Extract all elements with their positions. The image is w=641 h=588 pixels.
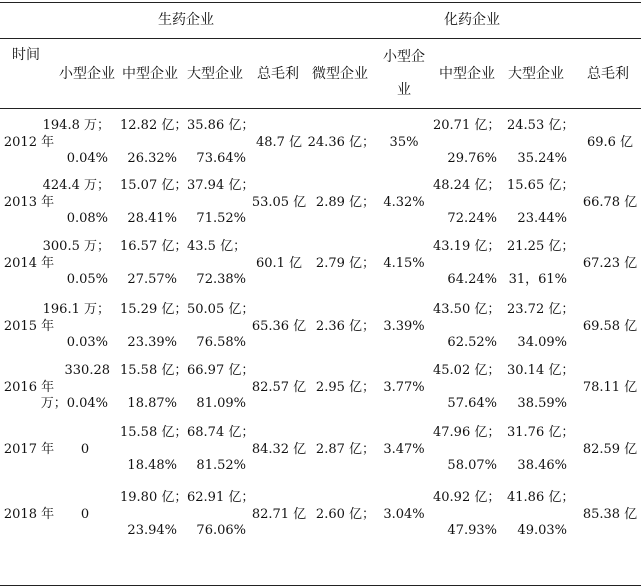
cell-chem-large-share: 35.24% [517, 151, 567, 166]
cell-bio-large-value: 66.97 亿； [187, 363, 255, 378]
cell-chem-medium-share: 29.76% [447, 151, 497, 166]
cell-bio-total: 82.71 亿 [251, 507, 307, 522]
header-bio-small: 小型企业 [59, 66, 115, 82]
cell-chem-large-value: 24.53 亿； [507, 118, 575, 133]
cell-chem-large-share: 31，61% [508, 272, 567, 287]
cell-bio-medium-share: 18.87% [127, 396, 177, 411]
cell-bio-small-value: 0 [80, 442, 90, 457]
cell-chem-micro: 2.60 亿； [315, 507, 375, 522]
cell-chem-micro: 24.36 亿； [307, 135, 375, 150]
header-chem-small-line1: 小型企 [383, 49, 425, 65]
cell-chem-medium-share: 57.64% [447, 396, 497, 411]
cell-chem-large-value: 30.14 亿； [507, 363, 575, 378]
cell-chem-medium-share: 62.52% [447, 335, 497, 350]
cell-bio-large-share: 76.58% [196, 335, 246, 350]
cell-chem-micro: 2.89 亿； [315, 195, 375, 210]
cell-chem-small: 4.15% [383, 256, 425, 271]
cell-bio-large-share: 71.52% [196, 211, 246, 226]
cell-bio-medium-share: 28.41% [127, 211, 177, 226]
cell-bio-medium-value: 15.58 亿； [120, 425, 188, 440]
cell-chem-medium-value: 40.92 亿； [433, 490, 501, 505]
cell-chem-total: 66.78 亿 [582, 195, 638, 210]
header-chem-total: 总毛利 [587, 66, 629, 82]
cell-bio-medium-share: 23.94% [127, 523, 177, 538]
cell-bio-total: 60.1 亿 [255, 256, 303, 271]
cell-bio-medium-value: 15.58 亿； [120, 363, 188, 378]
cell-chem-total: 78.11 亿 [582, 380, 638, 395]
cell-bio-total: 84.32 亿 [251, 442, 307, 457]
cell-chem-small: 3.47% [383, 442, 425, 457]
cell-bio-medium-share: 23.39% [127, 335, 177, 350]
cell-chem-small: 3.77% [383, 380, 425, 395]
cell-bio-medium-value: 15.07 亿； [120, 178, 188, 193]
cell-bio-large-value: 68.74 亿； [187, 425, 255, 440]
cell-bio-large-value: 43.5 亿； [187, 239, 247, 254]
cell-chem-large-value: 31.76 亿； [507, 425, 575, 440]
cell-chem-large-share: 38.59% [517, 396, 567, 411]
cell-year: 2012 年 [3, 135, 55, 150]
cell-bio-large-value: 37.94 亿； [187, 178, 255, 193]
cell-year: 2015 年 [3, 319, 55, 334]
cell-bio-small-value: 194.8 万； [42, 118, 110, 133]
cell-chem-micro: 2.87 亿； [315, 442, 375, 457]
group-header-chem: 化药企业 [444, 12, 500, 28]
cell-bio-small-value: 424.4 万； [42, 178, 110, 193]
cell-chem-medium-value: 47.96 亿； [433, 425, 501, 440]
cell-chem-large-share: 49.03% [517, 523, 567, 538]
header-bio-total: 总毛利 [257, 66, 299, 82]
bottom-rule [0, 585, 641, 586]
cell-year: 2016 年 [3, 380, 55, 395]
cell-chem-small: 4.32% [383, 195, 425, 210]
cell-chem-micro: 2.36 亿； [315, 319, 375, 334]
cell-bio-large-share: 72.38% [196, 272, 246, 287]
cell-bio-medium-value: 16.57 亿； [120, 239, 188, 254]
header-bottom-rule [0, 108, 641, 109]
cell-bio-medium-share: 27.57% [127, 272, 177, 287]
cell-bio-large-share: 76.06% [196, 523, 246, 538]
cell-chem-micro: 2.79 亿； [315, 256, 375, 271]
cell-bio-small-share: 0.05% [66, 272, 108, 287]
cell-bio-small-share: 0.08% [66, 211, 108, 226]
cell-chem-large-share: 38.46% [517, 458, 567, 473]
cell-chem-medium-share: 72.24% [447, 211, 497, 226]
cell-chem-large-value: 41.86 亿； [507, 490, 575, 505]
cell-chem-small: 3.39% [383, 319, 425, 334]
cell-bio-small-share: 0.03% [66, 335, 108, 350]
cell-bio-medium-share: 26.32% [127, 151, 177, 166]
cell-bio-small-value: 196.1 万； [42, 302, 110, 317]
cell-bio-medium-value: 15.29 亿； [120, 302, 188, 317]
header-bio-large: 大型企业 [187, 66, 243, 82]
cell-bio-medium-share: 18.48% [127, 458, 177, 473]
cell-chem-large-value: 15.65 亿； [507, 178, 575, 193]
cell-bio-small-share: 万；0.04% [40, 396, 108, 411]
cell-chem-medium-share: 58.07% [447, 458, 497, 473]
cell-bio-small-value: 330.28 [64, 363, 110, 378]
cell-bio-small-value: 300.5 万； [42, 239, 110, 254]
cell-year: 2014 年 [3, 256, 55, 271]
cell-bio-medium-value: 12.82 亿； [120, 118, 188, 133]
header-group-rule [0, 38, 641, 39]
cell-chem-small: 35% [389, 135, 419, 150]
cell-chem-total: 85.38 亿 [582, 507, 638, 522]
cell-bio-small-value: 0 [80, 507, 90, 522]
cell-chem-total: 67.23 亿 [582, 256, 638, 271]
header-bio-medium: 中型企业 [122, 66, 178, 82]
cell-chem-large-value: 23.72 亿； [507, 302, 575, 317]
cell-chem-small: 3.04% [383, 507, 425, 522]
cell-bio-total: 53.05 亿 [251, 195, 307, 210]
cell-bio-total: 48.7 亿 [255, 135, 303, 150]
header-chem-small-line2: 业 [397, 82, 411, 98]
cell-chem-medium-value: 20.71 亿； [433, 118, 501, 133]
cell-chem-medium-value: 43.19 亿； [433, 239, 501, 254]
cell-chem-micro: 2.95 亿； [315, 380, 375, 395]
cell-bio-large-share: 81.09% [196, 396, 246, 411]
cell-year: 2017 年 [3, 442, 55, 457]
cell-chem-medium-value: 45.02 亿； [433, 363, 501, 378]
cell-bio-medium-value: 19.80 亿； [120, 490, 188, 505]
cell-bio-large-share: 73.64% [196, 151, 246, 166]
cell-chem-total: 69.58 亿 [582, 319, 638, 334]
cell-chem-medium-share: 64.24% [447, 272, 497, 287]
cell-chem-medium-share: 47.93% [447, 523, 497, 538]
group-header-bio: 生药企业 [158, 12, 214, 28]
cell-bio-large-share: 81.52% [196, 458, 246, 473]
cell-chem-large-share: 34.09% [517, 335, 567, 350]
cell-chem-medium-value: 43.50 亿； [433, 302, 501, 317]
header-chem-medium: 中型企业 [439, 66, 495, 82]
header-chem-large: 大型企业 [508, 66, 564, 82]
cell-bio-large-value: 35.86 亿； [187, 118, 255, 133]
cell-bio-total: 82.57 亿 [251, 380, 307, 395]
cell-chem-medium-value: 48.24 亿； [433, 178, 501, 193]
header-chem-micro: 微型企业 [312, 66, 368, 82]
top-rule [0, 2, 641, 3]
cell-chem-large-value: 21.25 亿； [507, 239, 575, 254]
cell-bio-small-share: 0.04% [66, 151, 108, 166]
cell-bio-large-value: 50.05 亿； [187, 302, 255, 317]
cell-chem-large-share: 23.44% [517, 211, 567, 226]
cell-year: 2013 年 [3, 195, 55, 210]
cell-chem-total: 69.6 亿 [586, 135, 634, 150]
cell-bio-large-value: 62.91 亿； [187, 490, 255, 505]
cell-year: 2018 年 [3, 507, 55, 522]
cell-bio-total: 65.36 亿 [251, 319, 307, 334]
header-time: 时间 [12, 47, 40, 63]
cell-chem-total: 82.59 亿 [582, 442, 638, 457]
